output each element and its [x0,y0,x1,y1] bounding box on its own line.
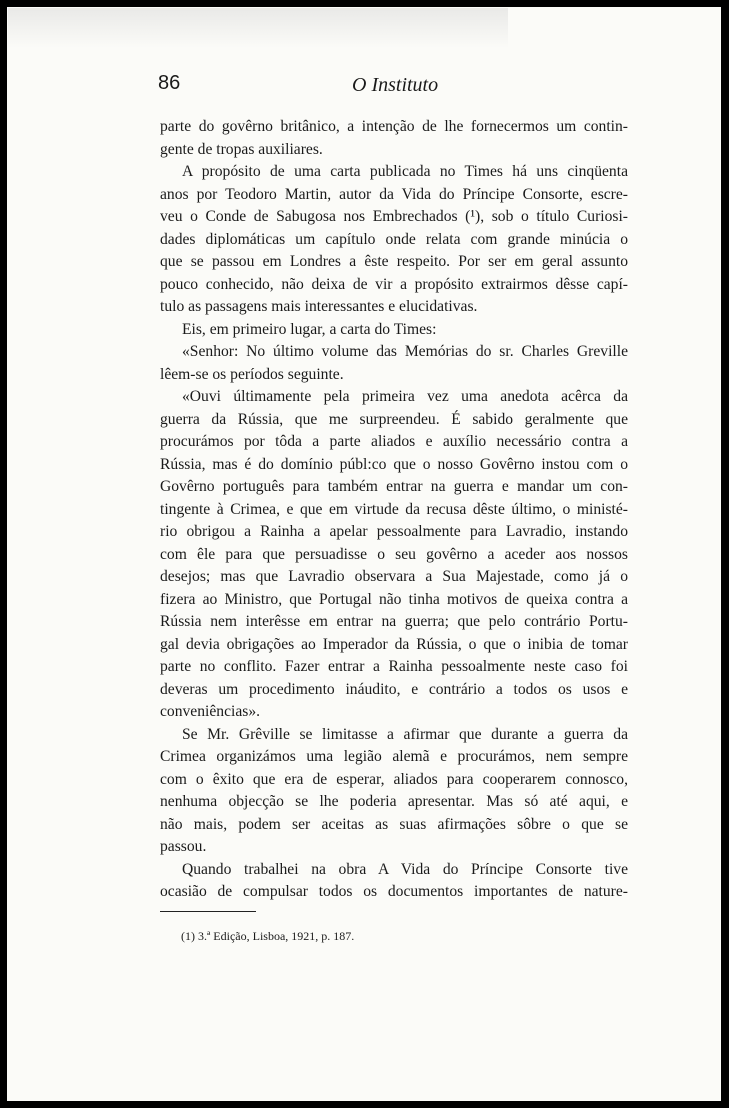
text-line: gente de tropas auxiliares. [160,140,323,158]
text-line: passou. [160,838,207,855]
text-line: desejos; mas que Lavradio observara a Sua Majestade, como já o [160,568,628,585]
text-line: com o êxito que era de esperar, aliados para cooperarem connosco, [160,770,628,788]
text-line: parte do govêrno britânico, a intenção de lhe fornecermos um contin- [160,118,628,135]
text-line: não mais, podem ser aceitas as suas afirmações sôbre o que se [160,815,628,833]
text-line: com êle para que persuadisse o seu govêrno a aceder aos nossos [160,545,628,563]
scan-border-bottom [0,1101,729,1108]
text-line: Rússia nem interêsse em entrar na guerra; que pelo contrário Portu- [160,613,628,630]
body-text [160,116,628,904]
text-line: «Senhor: No último volume das Memórias do sr. Charles Greville [182,343,628,360]
text-line: A propósito de uma carta publicada no Times há uns cinqüenta [182,163,628,180]
scan-border-left [0,0,7,1108]
text-line: tingente à Crimea, e que em virtude da recusa dêste último, o ministé- [160,500,628,518]
text-line: deveras um procedimento ináudito, e contrário a todos os usos e [160,680,628,698]
text-line: ocasião de compulsar todos os documentos importantes de nature- [160,883,628,900]
text-line: parte no conflito. Fazer entrar a Rainha pessoalmente neste caso foi [160,658,628,675]
text-line: pouco conhecido, não deixa de vir a propósito extrairmos dêsse capí- [160,275,628,293]
text-line: Crimea organizámos uma legião alemã e procurámos, nem sempre [160,748,628,765]
text-line: guerra da Rússia, que me surpreendeu. É sabido geralmente que [160,410,628,428]
text-line: que se passou em Londres a êste respeito. Por ser em geral assunto [160,253,628,270]
text-line: dades diplomáticas um capítulo onde relata com grande minúcia o [160,230,628,248]
running-title: O Instituto [352,74,439,96]
scan-smudge [8,8,508,48]
text-line: nenhuma objecção se lhe poderia apresentar. Mas só até aqui, e [160,793,628,810]
footnote: (1) 3.ª Edição, Lisboa, 1921, p. 187. [181,929,355,943]
scan-border-right [721,0,729,1108]
text-line: procurámos por tôda a parte aliados e auxílio necessário contra a [160,433,628,450]
text-line: tulo as passagens mais interessantes e elucidativas. [160,298,478,315]
text-line: gal devia obrigações ao Imperador da Rússia, o que o inibia de tomar [160,635,628,653]
text-line: veu o Conde de Sabugosa nos Embrechados (¹), sob o título Curiosi- [160,208,628,225]
text-line: Se Mr. Grêville se limitasse a afirmar que durante a guerra da [182,725,628,743]
text-line: Quando trabalhei na obra A Vida do Príncipe Consorte tive [182,860,628,878]
text-line: conveniências». [160,703,261,720]
text-line: Govêrno português para também entrar na guerra e mandar um con- [160,478,628,495]
text-line: fizera ao Ministro, que Portugal não tinha motivos de queixa contra a [160,590,628,608]
text-line: anos por Teodoro Martin, autor da Vida do Príncipe Consorte, escre- [160,185,628,203]
page-number: 86 [158,72,181,94]
text-line: «Ouvi últimamente pela primeira vez uma anedota acêrca da [182,388,628,405]
footnote-divider [160,911,256,912]
text-line: Eis, em primeiro lugar, a carta do Times: [182,320,437,338]
scan-border-top [0,0,729,7]
text-line: rio obrigou a Rainha a apelar pessoalmente para Lavradio, instando [160,523,628,540]
text-line: Rússia, mas é do domínio públ:co que o nosso Govêrno instou com o [160,455,628,473]
text-line: lêem-se os períodos seguinte. [160,365,344,383]
